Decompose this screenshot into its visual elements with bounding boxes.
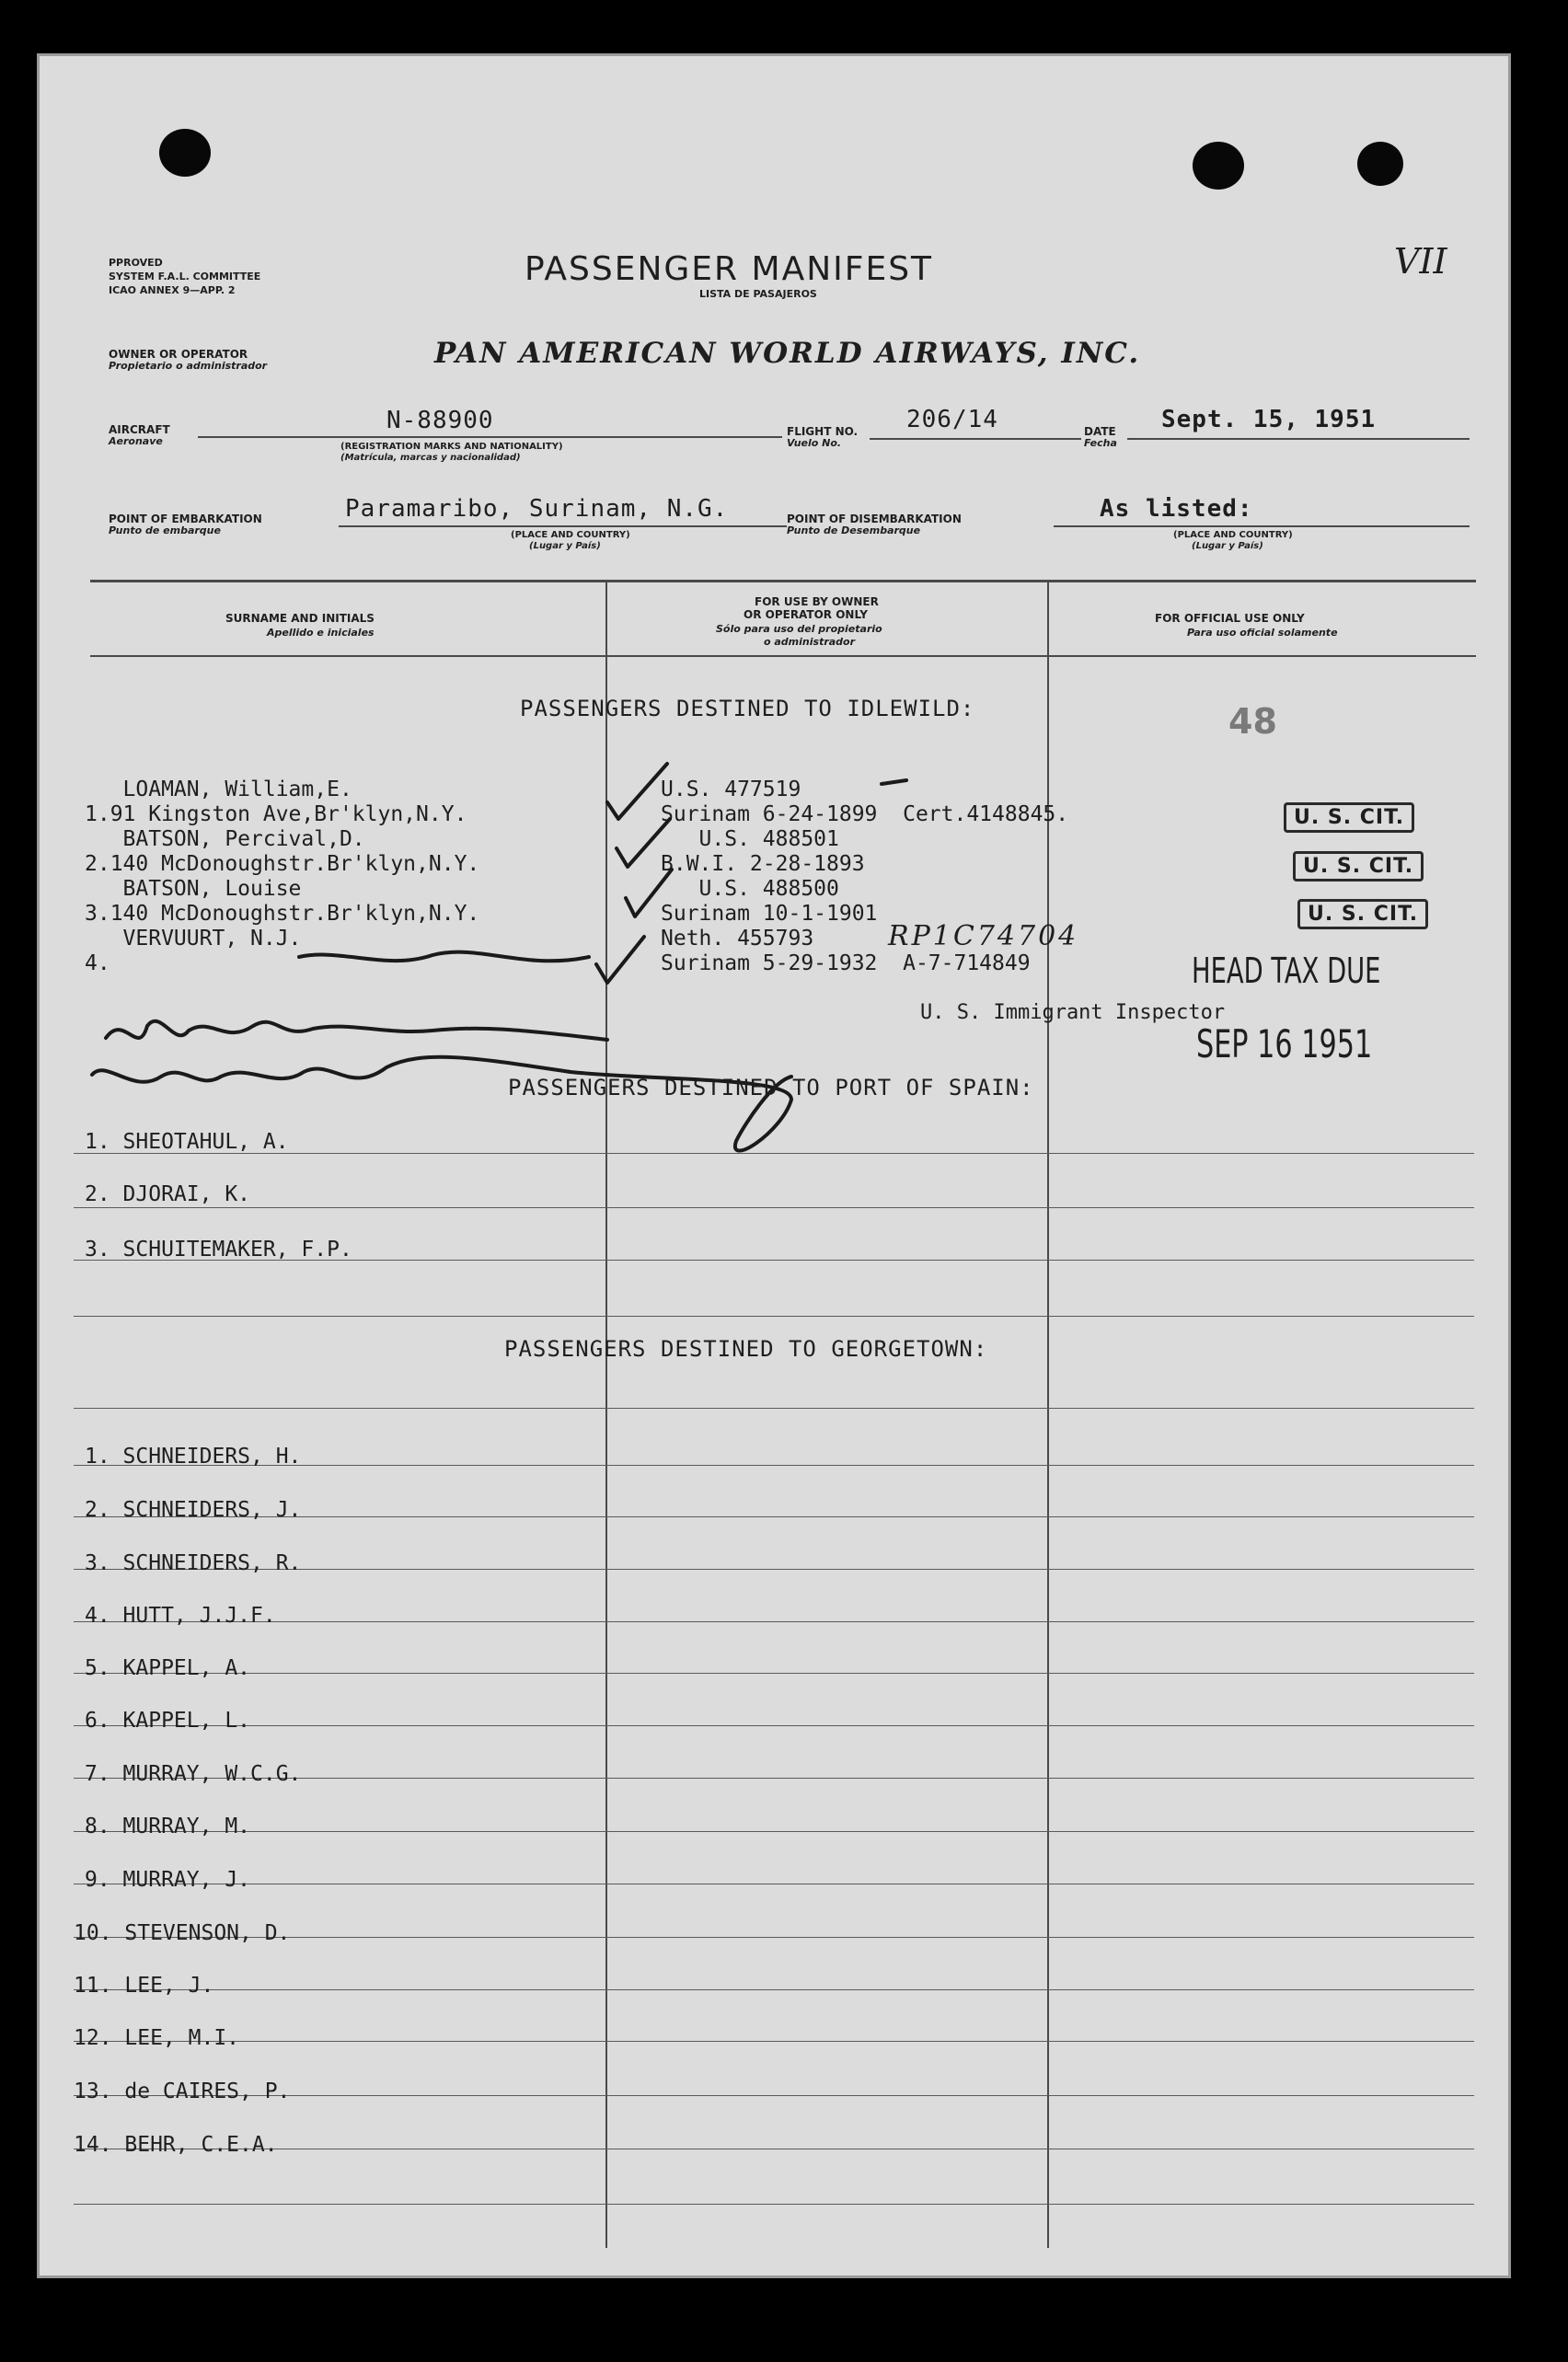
inspector-stamp: U. S. Immigrant Inspector: [920, 1001, 1226, 1024]
georgetown-heading: PASSENGERS DESTINED TO GEORGETOWN:: [504, 1336, 988, 1362]
aircraft-label-es: Aeronave: [109, 435, 163, 447]
date-value: Sept. 15, 1951: [1161, 406, 1377, 433]
idlewild-line-left: LOAMAN, William,E.: [85, 778, 352, 801]
date-label-es: Fecha: [1084, 437, 1117, 449]
column-header-owner-l1: FOR USE BY OWNER: [755, 595, 879, 608]
tick-1: [882, 780, 906, 784]
embarkation-sub-es: (Lugar y País): [529, 541, 601, 551]
embarkation-label: POINT OF EMBARKATION: [109, 513, 262, 525]
page-marker: VII: [1394, 241, 1447, 282]
approval-line-2: SYSTEM F.A.L. COMMITTEE: [109, 271, 261, 282]
us-citizen-stamp-1: U. S. CIT.: [1284, 802, 1414, 833]
flight-value: 206/14: [906, 406, 998, 433]
idlewild-line-left: 3.140 McDonoughstr.Br'klyn,N.Y.: [85, 902, 480, 926]
checkmark-1: [607, 764, 667, 819]
disembarkation-value: As listed:: [1100, 495, 1253, 523]
georgetown-passenger: 9. MURRAY, J.: [85, 1868, 251, 1892]
idlewild-heading: PASSENGERS DESTINED TO IDLEWILD:: [520, 696, 975, 721]
idlewild-line-right: B.W.I. 2-28-1893: [661, 852, 865, 876]
idlewild-count: 48: [1228, 701, 1277, 742]
georgetown-passenger: 5. KAPPEL, A.: [85, 1656, 251, 1680]
owner-label-es: Propietario o administrador: [109, 360, 268, 372]
idlewild-line-right: Surinam 5-29-1932 A-7-714849: [661, 951, 1031, 975]
column-header-owner-l2: OR OPERATOR ONLY: [744, 608, 868, 621]
georgetown-passenger: 12. LEE, M.I.: [74, 2026, 240, 2050]
georgetown-passenger: 7. MURRAY, W.C.G.: [85, 1762, 302, 1786]
idlewild-line-left: VERVUURT, N.J.: [85, 927, 302, 951]
idlewild-line-right: U.S. 488500: [661, 877, 839, 901]
georgetown-passenger: 10. STEVENSON, D.: [74, 1921, 291, 1945]
checkmark-2: [617, 819, 670, 867]
idlewild-line-right: Neth. 455793: [661, 927, 814, 951]
overwrite-scribble: [299, 952, 589, 962]
column-header-owner-es1: Sólo para uso del propietario: [716, 623, 882, 635]
georgetown-passenger: 1. SCHNEIDERS, H.: [85, 1445, 302, 1469]
flight-label-es: Vuelo No.: [787, 437, 842, 449]
signature-1: [106, 1021, 607, 1040]
georgetown-passenger: 6. KAPPEL, L.: [85, 1709, 251, 1733]
column-header-surname: SURNAME AND INITIALS: [225, 612, 375, 625]
aircraft-sub: (REGISTRATION MARKS AND NATIONALITY): [340, 442, 563, 452]
spain-heading: PASSENGERS DESTINED TO PORT OF SPAIN:: [508, 1075, 1034, 1100]
page-subtitle: LISTA DE PASAJEROS: [699, 288, 817, 300]
georgetown-passenger: 4. HUTT, J.J.F.: [85, 1604, 276, 1628]
approval-line-1: PPROVED: [109, 257, 163, 269]
column-header-official-es: Para uso oficial solamente: [1187, 627, 1338, 639]
checkmark-4: [596, 937, 644, 983]
georgetown-passenger: 13. de CAIRES, P.: [74, 2080, 291, 2103]
georgetown-passenger: 14. BEHR, C.E.A.: [74, 2133, 278, 2157]
column-header-surname-es: Apellido e iniciales: [267, 627, 375, 639]
idlewild-line-right: U.S. 477519: [661, 778, 801, 801]
georgetown-passenger: 8. MURRAY, M.: [85, 1815, 251, 1838]
disembarkation-label: POINT OF DISEMBARKATION: [787, 513, 962, 525]
flight-label: FLIGHT NO.: [787, 425, 859, 438]
georgetown-passenger: 2. SCHNEIDERS, J.: [85, 1498, 302, 1522]
head-tax-stamp: HEAD TAX DUE: [1192, 951, 1381, 991]
embarkation-label-es: Punto de embarque: [109, 524, 221, 536]
disembarkation-sub: (PLACE AND COUNTRY): [1173, 530, 1293, 540]
idlewild-line-left: 1.91 Kingston Ave,Br'klyn,N.Y.: [85, 802, 467, 826]
us-citizen-stamp-2: U. S. CIT.: [1293, 851, 1424, 881]
georgetown-passenger: 3. SCHNEIDERS, R.: [85, 1551, 302, 1575]
spain-passenger: 2. DJORAI, K.: [85, 1182, 251, 1206]
owner-label: OWNER OR OPERATOR: [109, 348, 248, 361]
column-header-official: FOR OFFICIAL USE ONLY: [1155, 612, 1305, 625]
page-title: PASSENGER MANIFEST: [525, 250, 934, 288]
idlewild-line-left: 2.140 McDonoughstr.Br'klyn,N.Y.: [85, 852, 480, 876]
date-stamp: SEP 16 1951: [1196, 1021, 1373, 1066]
embarkation-sub: (PLACE AND COUNTRY): [511, 530, 630, 540]
aircraft-sub-es: (Matrícula, marcas y nacionalidad): [340, 453, 521, 463]
aircraft-value: N-88900: [386, 407, 494, 434]
owner-value: PAN AMERICAN WORLD AIRWAYS, INC.: [434, 337, 1141, 370]
idlewild-line-right: U.S. 488501: [661, 827, 839, 851]
idlewild-line-right: Surinam 10-1-1901: [661, 902, 878, 926]
checkmark-3: [626, 870, 672, 916]
disembarkation-label-es: Punto de Desembarque: [787, 524, 921, 536]
column-header-owner-es2: o administrador: [764, 636, 856, 648]
disembarkation-sub-es: (Lugar y País): [1192, 541, 1263, 551]
handwritten-number: RP1C74704: [888, 920, 1079, 952]
idlewild-line-left: BATSON, Percival,D.: [85, 827, 365, 851]
spain-passenger: 1. SHEOTAHUL, A.: [85, 1130, 289, 1154]
us-citizen-stamp-3: U. S. CIT.: [1297, 899, 1428, 929]
idlewild-line-left: 4.: [85, 951, 110, 975]
aircraft-label: AIRCRAFT: [109, 423, 170, 436]
spain-passenger: 3. SCHUITEMAKER, F.P.: [85, 1238, 352, 1262]
idlewild-line-left: BATSON, Louise: [85, 877, 302, 901]
approval-line-3: ICAO ANNEX 9—APP. 2: [109, 284, 236, 296]
date-label: DATE: [1084, 425, 1116, 438]
georgetown-passenger: 11. LEE, J.: [74, 1974, 214, 1998]
idlewild-line-right: Surinam 6-24-1899 Cert.4148845.: [661, 802, 1069, 826]
embarkation-value: Paramaribo, Surinam, N.G.: [345, 495, 729, 523]
